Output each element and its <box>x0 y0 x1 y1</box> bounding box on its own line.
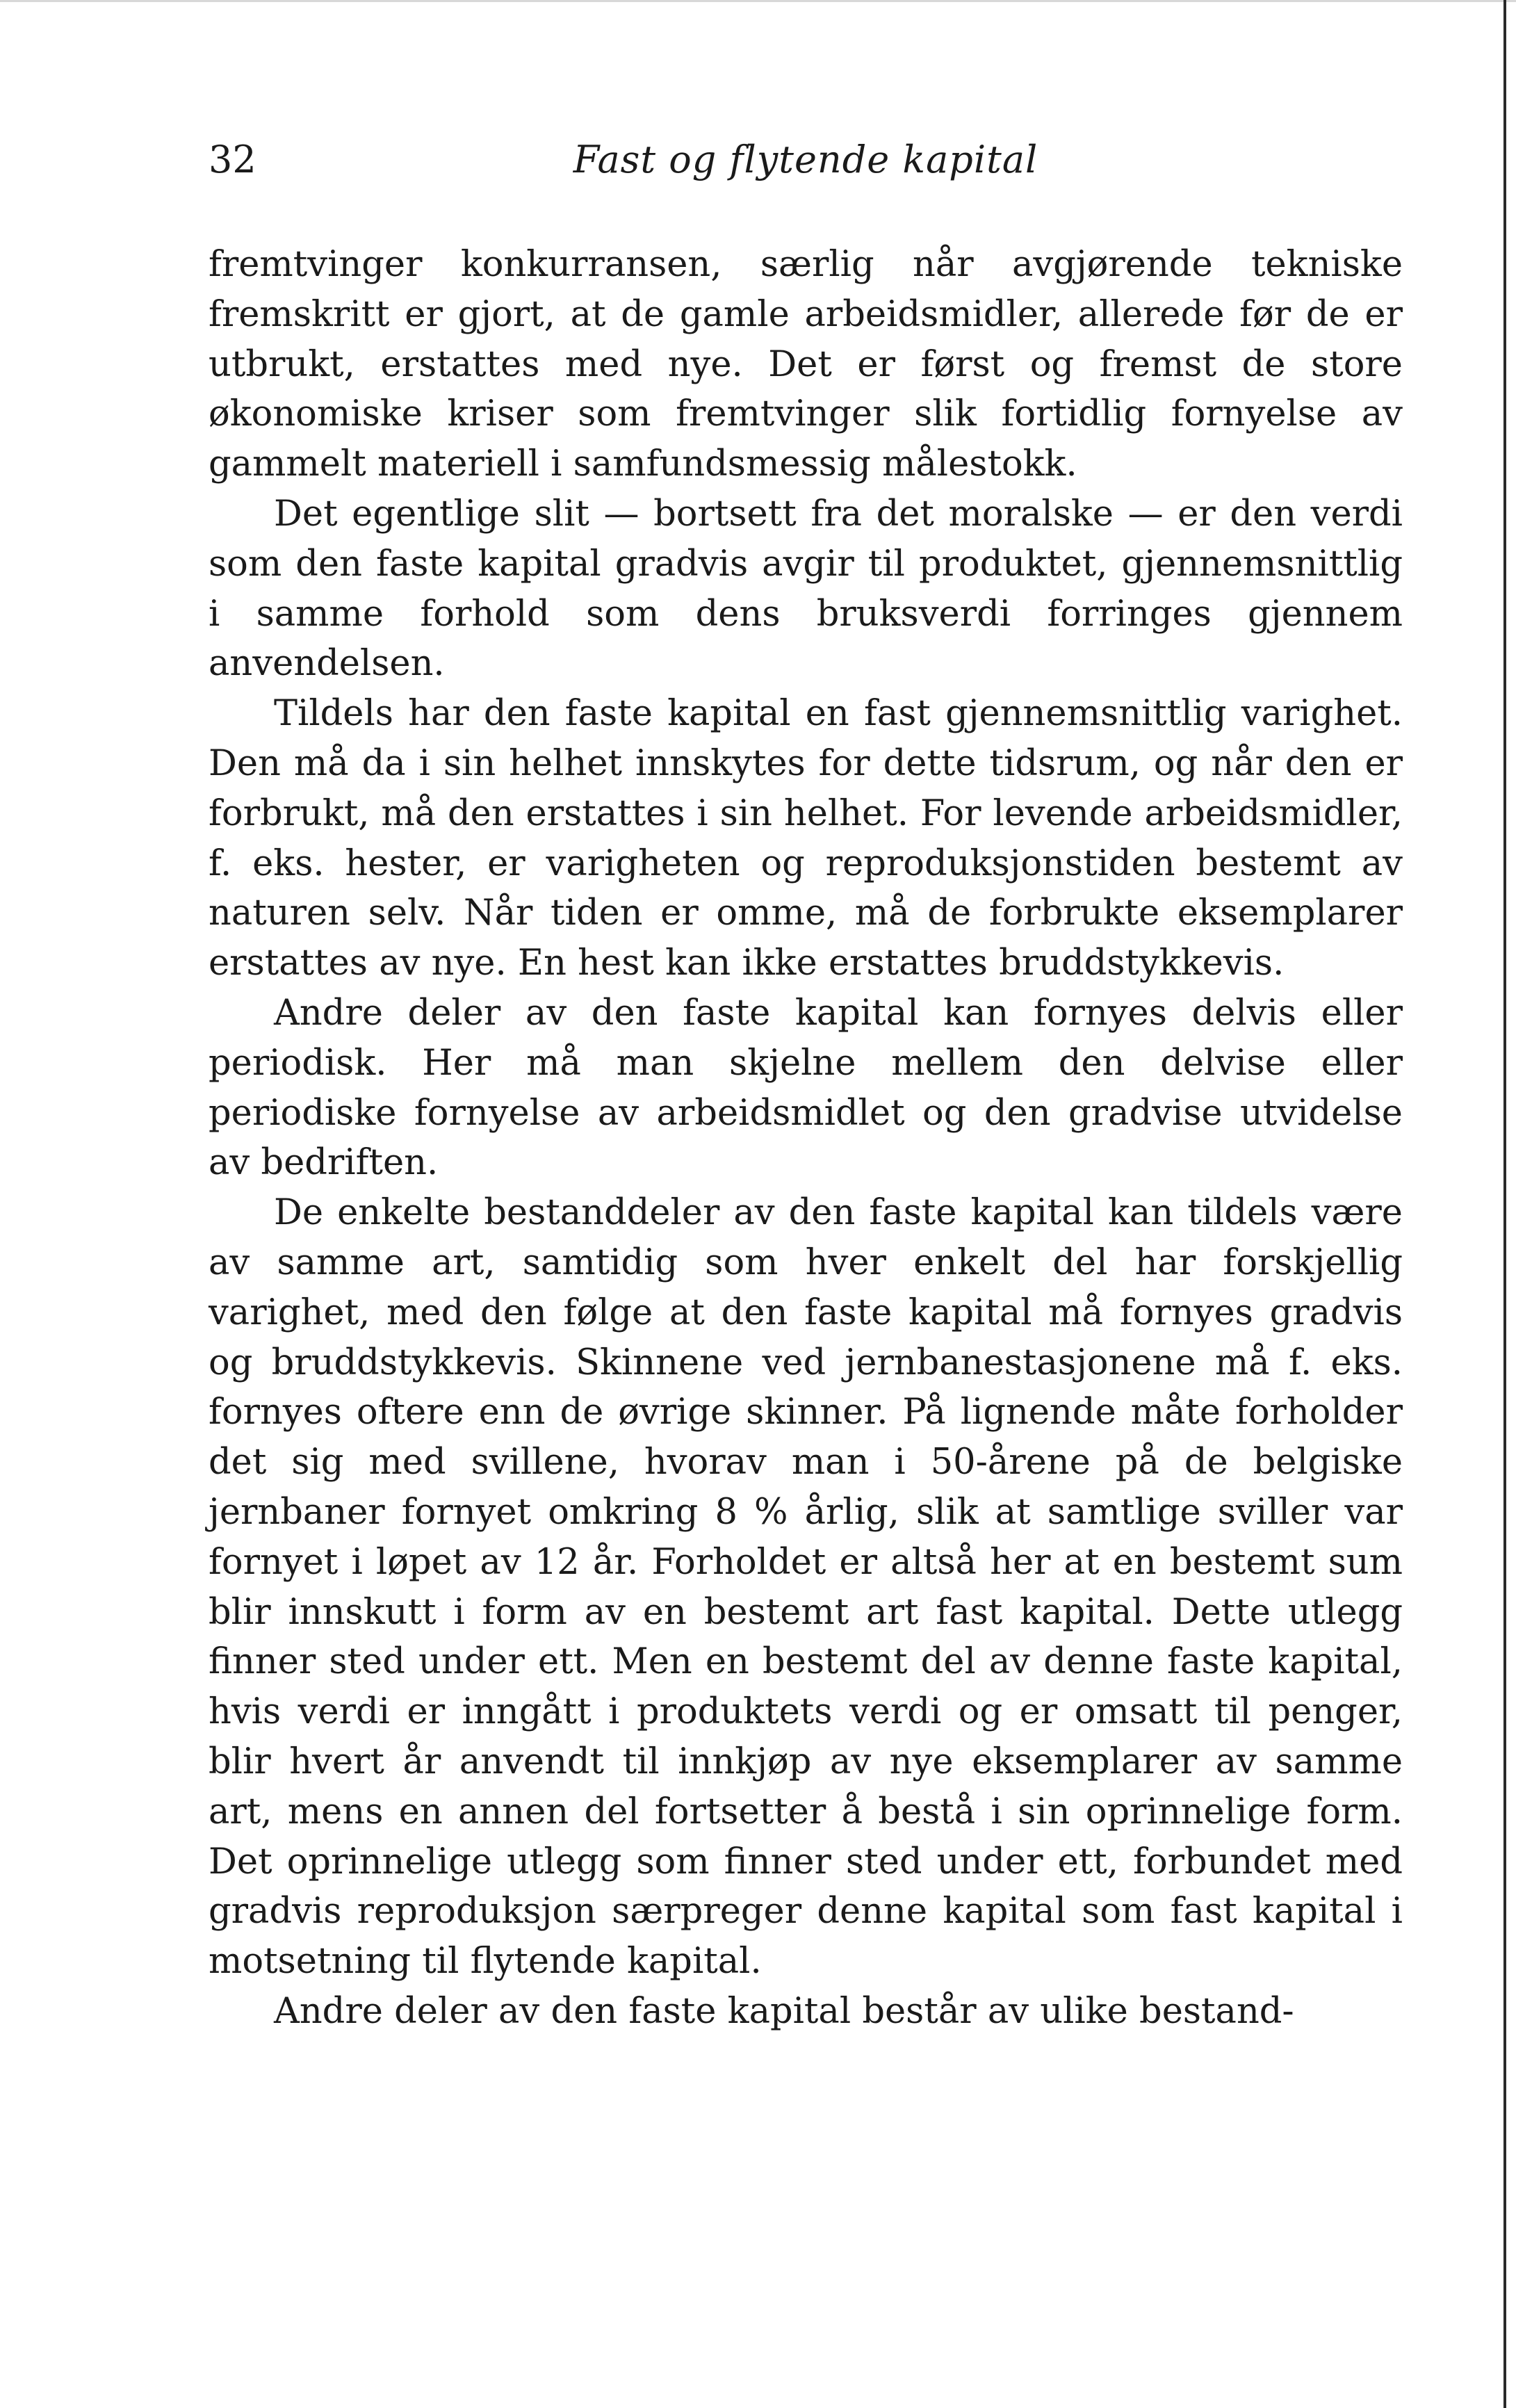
paragraph: Det egentlige slit — bortsett fra det moralske — er den verdi som den faste kapital gradvis avgir til produktet, gjennemsnittlig i samme forhold som dens bruksverdi forringes gjennem anvendelsen. <box>209 493 1403 685</box>
page-top-edge <box>0 0 1516 2</box>
paragraph-continuation: fremtvinger konkurransen, særlig når avgjørende tekniske fremskritt er gjort, at de gamle arbeidsmidler, allerede før de er utbrukt, erstattes med nye. Det er først og fremst de store økonomiske kriser som fremtvinger slik fortidlig fornyelse av gammelt materiell i samfundsmessig målestokk. <box>209 244 1403 485</box>
page-right-edge <box>1503 0 1506 2408</box>
page-number: 32 <box>209 138 256 181</box>
paragraph: Tildels har den faste kapital en fast gjennemsnittlig varighet. Den må da i sin helhet innskytes for dette tidsrum, og når den er forbrukt, må den erstattes i sin helhet. For levende arbeidsmidler, f. eks. hester, er varigheten og reproduksjonstiden bestemt av naturen selv. Når tiden er omme, må de forbrukte eksemplarer erstattes av nye. En hest kan ikke erstattes bruddstykkevis. <box>209 693 1403 984</box>
paragraph: Andre deler av den faste kapital kan fornyes delvis eller periodisk. Her må man skjelne mellem den delvise eller periodiske fornyelse av arbeidsmidlet og den gradvise utvidelse av bedriften. <box>209 992 1403 1184</box>
body-text <box>209 240 1403 2037</box>
running-header <box>209 132 1403 188</box>
paragraph: De enkelte bestanddeler av den faste kapital kan tildels være av samme art, samtidig som hver enkelt del har forskjellig varighet, med den følge at den faste kapital må fornyes gradvis og bruddstykkevis. Skinnene ved jernbanestasjonene må f. eks. fornyes oftere enn de øvrige skinner. På lignende måte forholder det sig med svillene, hvorav man i 50-årene på de belgiske jernbaner fornyet omkring 8 % årlig, slik at samtlige sviller var fornyet i løpet av 12 år. Forholdet er altså her at en bestemt sum blir innskutt i form av en bestemt art fast kapital. Dette utlegg finner sted under ett. Men en bestemt del av denne faste kapital, hvis verdi er inngått i produktets verdi og er omsatt til penger, blir hvert år anvendt til innkjøp av nye eksemplarer av samme art, mens en annen del fortsetter å bestå i sin oprinnelige form. Det oprinnelige utlegg som finner sted under ett, forbundet med gradvis reproduksjon særpreger denne kapital som fast kapital i motsetning til flytende kapital. <box>209 1192 1403 1983</box>
paragraph-last: Andre deler av den faste kapital består av ulike bestand- <box>274 1990 1294 2032</box>
running-title: Fast og flytende kapital <box>573 138 1038 181</box>
